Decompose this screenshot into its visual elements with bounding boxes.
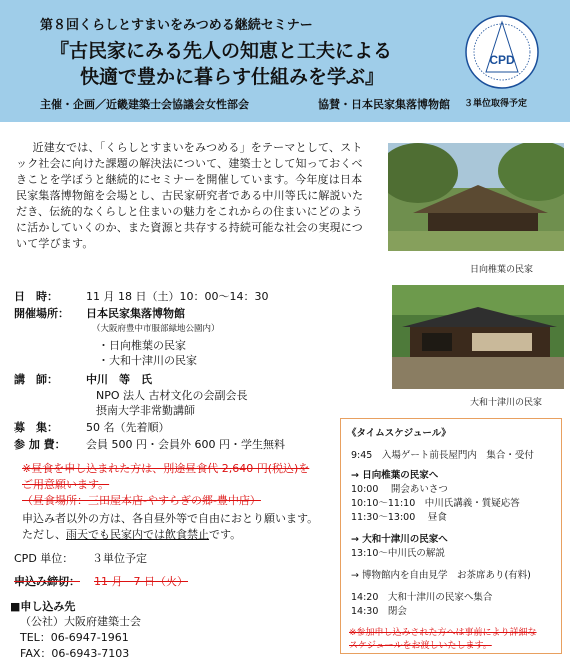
schedule-item: 10:00 開会あいさつ <box>351 484 448 495</box>
seminar-title-line2: 快適で豊かに暮らす仕組みを学ぶ』 <box>80 66 385 88</box>
capacity-value: 50 名（先着順） <box>86 421 170 434</box>
apply-fax: FAX：06-6943-7103 <box>20 647 130 660</box>
fee-value: 会員 500 円・会員外 600 円・学生無料 <box>86 438 285 451</box>
schedule-item: 11:30～13:00 昼食 <box>351 512 447 523</box>
cpd-logo-text: CPD <box>489 53 515 67</box>
deadline-label: 申込み締切： <box>14 575 80 588</box>
cpd-units-label: CPD 単位： <box>14 552 74 565</box>
schedule-note-line1: ※参加申し込みされた方へは事前により詳細な <box>349 628 537 638</box>
apply-organization: （公社）大阪府建築士会 <box>20 615 141 628</box>
organizer-text: 主催・企画／近畿建築士会協議会女性部会 <box>40 98 249 111</box>
photo-yamato-totsukawa-house <box>392 285 564 389</box>
lecturer-title-univ: 摂南大学非常勤講師 <box>96 404 195 417</box>
photo-hyuga-shiiba-house <box>388 143 564 251</box>
no-eating-warning: 雨天でも民家内では飲食禁止 <box>66 528 209 541</box>
schedule-item: → 博物館内を自由見学 お茶席あり(有料) <box>351 570 531 581</box>
cpd-logo <box>464 12 540 92</box>
schedule-item: → 大和十津川の民家へ <box>351 534 448 545</box>
deadline-value: 11 月 7 日（火） <box>94 575 188 588</box>
schedule-item: 10:10～11:10 中川氏講義・質疑応答 <box>351 498 520 509</box>
lunch-note-line5: ただし、雨天でも民家内では飲食禁止です。 <box>22 528 242 541</box>
lunch-note-line3: （昼食場所：三田屋本店-やすらぎの郷-豊中店） <box>22 494 261 507</box>
venue-item-hyuga: ・日向椎葉の民家 <box>98 339 186 352</box>
time-schedule-box <box>340 418 562 654</box>
intro-paragraph: 近建女では、「くらしとすまいをみつめる」をテーマとして、ストック社会に向けた課題の解決法について、建築士として知っておくべきことを学ぼうと継続的にセミナーを開催しています。今年度は日本民家集落博物館を会場とし、古民家研究者である中川等氏に解説いただき、伝統的なくらしと住まいの魅力をこれからの住まいにどのように活かしていくのか、また資源と共存する持続可能な社会の実現について学びます。 <box>16 141 364 250</box>
schedule-item: 14:30 閉会 <box>351 606 407 617</box>
schedule-item: → 日向椎葉の民家へ <box>351 470 439 481</box>
schedule-item: 14:20 大和十津川の民家へ集合 <box>351 592 493 603</box>
photo-caption-hyuga: 日向椎葉の民家 <box>470 265 534 275</box>
fee-label: 参 加 費： <box>14 438 66 451</box>
cpd-credit-note: ３単位取得予定 <box>464 99 528 109</box>
lunch-note-line2: ご用意願います。 <box>22 478 110 491</box>
date-value: 11 月 18 日（土）10：00～14：30 <box>86 290 269 303</box>
seminar-title-line1: 『古民家にみる先人の知恵と工夫による <box>50 40 393 62</box>
schedule-item: 13:10～中川氏の解説 <box>351 548 445 559</box>
lecturer-title-npo: NPO 法人 古材文化の会副会長 <box>96 389 248 402</box>
apply-heading: ■申し込み先 <box>10 600 76 613</box>
schedule-note-line2: スケジュールをお渡しいたします。 <box>349 641 492 651</box>
apply-tel: TEL：06-6947-1961 <box>20 631 129 644</box>
cpd-units-value: ３単位予定 <box>92 552 147 565</box>
lunch-note-line4: 申込み者以外の方は、各自昼外等で自由におとり願います。 <box>22 512 319 525</box>
seminar-subtitle: 第８回くらしとすまいをみつめる継続セミナー <box>40 18 313 33</box>
lecturer-label: 講 師： <box>14 373 58 386</box>
lunch-note-line1: ※昼食を申し込まれた方は、別途昼食代 2,640 円(税込)を <box>22 462 310 475</box>
venue-item-yamato: ・大和十津川の民家 <box>98 354 197 367</box>
photo-caption-yamato: 大和十津川の民家 <box>470 398 543 408</box>
date-label: 日 時： <box>14 290 58 303</box>
venue-label: 開催場所： <box>14 307 69 320</box>
lecturer-name: 中川 等 氏 <box>86 373 152 386</box>
cooperator-text: 協賛・日本民家集落博物館 <box>318 98 450 111</box>
schedule-heading: 《タイムスケジュール》 <box>347 428 451 439</box>
schedule-item: 9:45 入場ゲート前長屋門内 集合・受付 <box>351 450 534 461</box>
venue-value: 日本民家集落博物館 <box>86 307 185 320</box>
capacity-label: 募 集： <box>14 421 58 434</box>
venue-address: （大阪府豊中市服部緑地公園内） <box>92 324 220 334</box>
